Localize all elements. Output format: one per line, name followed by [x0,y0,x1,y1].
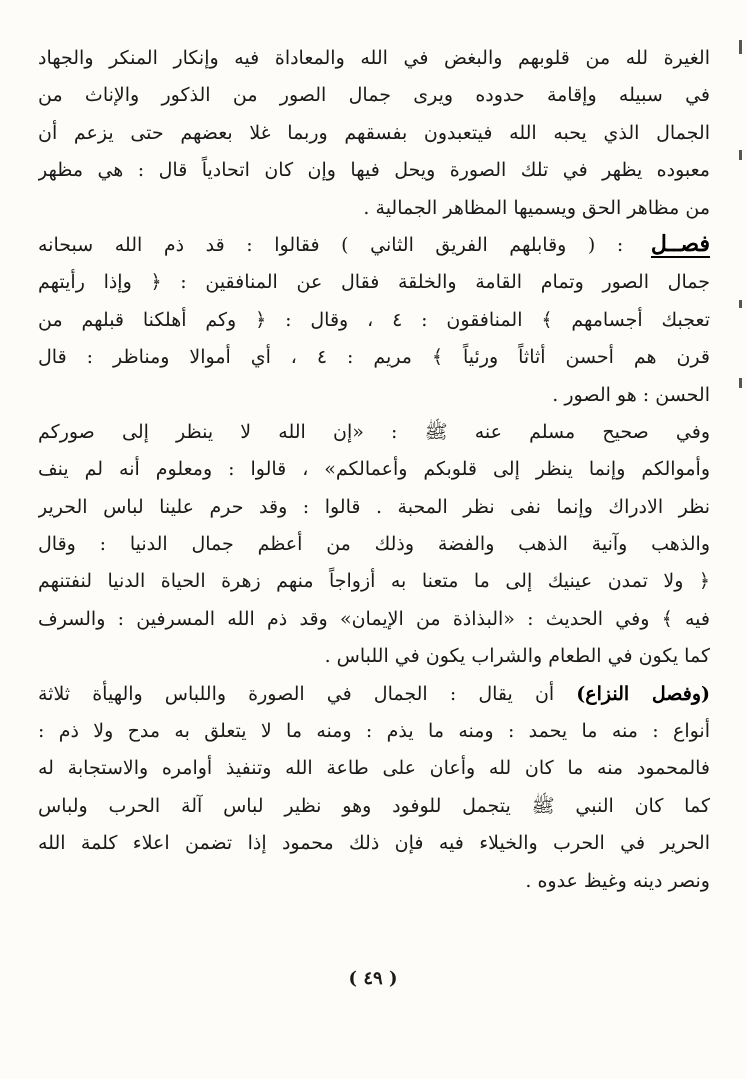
text-line: والذهب وآنية الذهب والفضة وذلك من أعظم جمال الدنيا : وقال [38,533,710,556]
section-heading-text: أن يقال : الجمال في الصورة واللباس والهيأة ثلاثة [38,682,577,705]
text-line: الجمال الذي يحبه الله فيتعبدون بفسقهم وربما غلا بعضهم حتى يزعم أن [38,121,710,144]
section-heading-text: : ( وقابلهم الفريق الثاني ) فقالوا : قد ذم الله سبحانه [38,233,645,256]
text-line: جمال الصور وتمام القامة والخلقة فقال عن المنافقين : ﴿ وإذا رأيتهم [38,271,710,294]
text-line: في سبيله وإقامة حدوده ويرى جمال الصور من الذكور والإناث من [38,84,710,107]
text-line: فيه ﴾ وفي الحديث : «البذاذة من الإيمان» وقد ذم الله المسرفين : والسرف [38,607,710,630]
section-heading-line [38,676,710,713]
page-number: ( ٤٩ ) [348,968,398,989]
text-line: وأموالكم وإنما ينظر إلى قلوبكم وأعمالكم» ، قالوا : ومعلوم أنه لم ينف [38,458,710,481]
scan-edge-mark [739,40,742,54]
text-line: الغيرة لله من قلوبهم والبغض في الله والمعاداة فيه وإنكار المنكر والجهاد [38,47,710,69]
text-line: كما يكون في الطعام والشراب يكون في اللباس . [324,645,710,668]
section-heading-fasl: فصــل [650,230,710,257]
text-line: معبوده يظهر في تلك الصورة ويحل فيها وإن كان اتحادياً قال : هي مظهر [38,159,710,182]
section-heading-line [38,227,710,264]
section-heading-fasl-nizaa: (وفصل النزاع) [576,682,710,705]
scan-edge-mark [739,378,742,388]
text-line: من مظاهر الحق ويسميها المظاهر الجمالية . [363,196,710,219]
text-line: ونصر دينه وغيظ عدوه . [525,869,710,892]
page-body-text [38,40,710,900]
text-line: وفي صحيح مسلم عنه ﷺ : «إن الله لا ينظر إلى صوركم [38,420,710,443]
scan-edge-mark [739,300,742,308]
scan-edge-mark [739,150,742,160]
text-line: كما كان النبي ﷺ يتجمل للوفود وهو نظير لباس آلة الحرب ولباس [38,794,710,817]
text-line: نظر الادراك وإنما نفى نظر المحبة . قالوا : وقد حرم علينا لباس الحرير [38,495,710,518]
text-line: فالمحمود منه ما كان لله وأعان على طاعة الله وتنفيذ أوامره والاستجابة له [38,757,710,780]
text-line: الحرير في الحرب والخيلاء فيه فإن ذلك محمود إذا تضمن اعلاء كلمة الله [38,832,710,855]
text-line: قرن هم أحسن أثاثاً ورئياً ﴾ مريم : ٤ ، أي أموالا ومناظر : قال [38,346,710,369]
text-line: تعجبك أجسامهم ﴾ المنافقون : ٤ ، وقال : ﴿ وكم أهلكنا قبلهم من [38,308,710,331]
text-line: ﴿ ولا تمدن عينيك إلى ما متعنا به أزواجاً منهم زهرة الحياة الدنيا لنفتنهم [38,570,710,593]
text-line: الحسن : هو الصور . [552,383,710,406]
text-line: أنواع : منه ما يحمد : ومنه ما يذم : ومنه ما لا يتعلق به مدح ولا ذم : [38,720,710,743]
